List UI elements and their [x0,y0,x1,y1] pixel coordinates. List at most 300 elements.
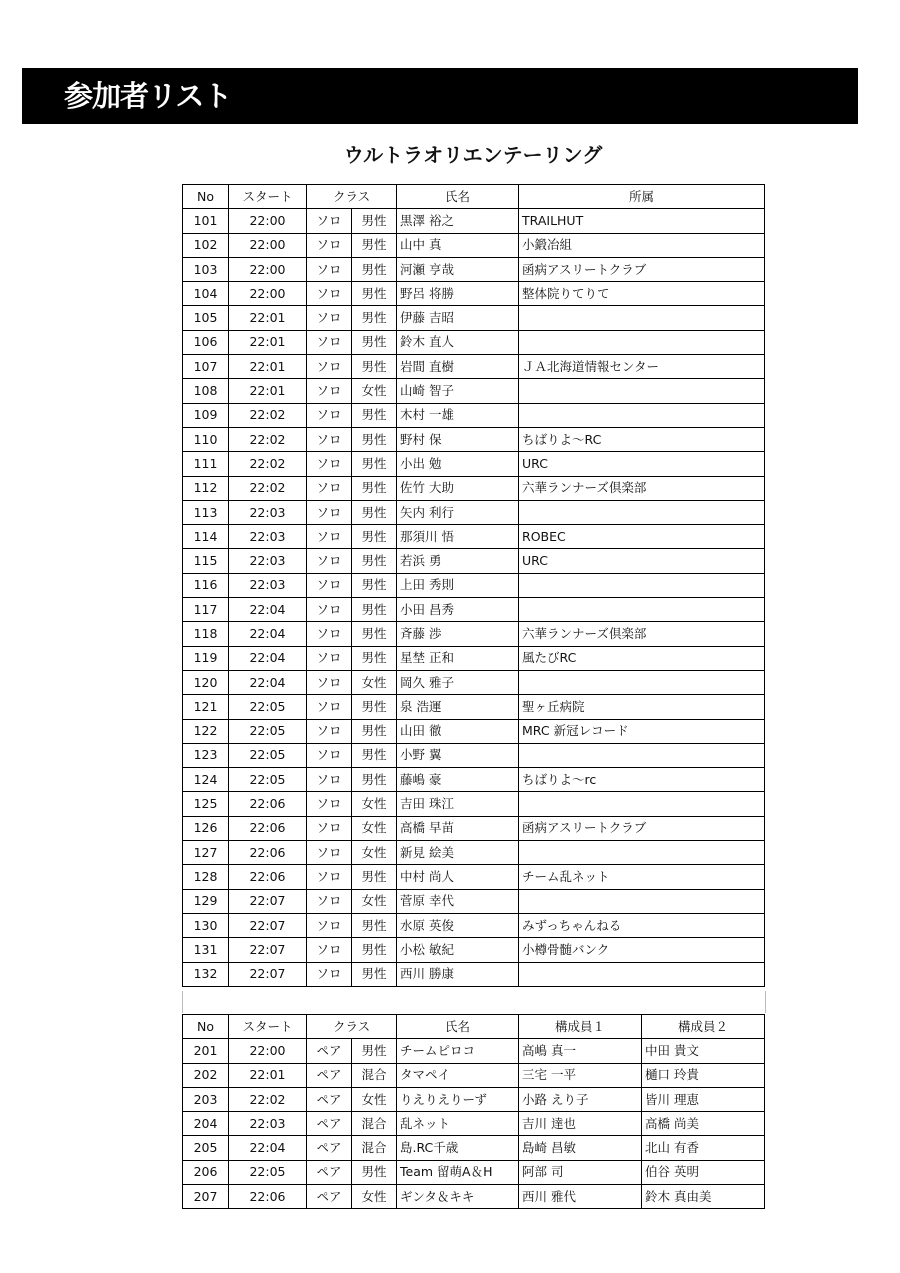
cell-affiliation [519,403,765,427]
page-title: 参加者リスト [64,79,232,113]
cell-class: ソロ [307,306,352,330]
cell-no: 114 [183,525,229,549]
table-row [183,792,765,816]
table-row [183,476,765,500]
cell-no: 113 [183,500,229,524]
cell-no: 118 [183,622,229,646]
table-row [183,719,765,743]
cell-member1: 高嶋 真一 [519,1039,642,1063]
cell-start-time: 22:01 [229,306,307,330]
cell-class: ソロ [307,573,352,597]
header-start: スタート [229,185,307,209]
cell-class: ペア [307,1112,352,1136]
cell-member2: 樋口 玲貴 [642,1063,765,1087]
cell-no: 203 [183,1087,229,1111]
header-name: 氏名 [397,185,519,209]
cell-member2: 鈴木 真由美 [642,1185,765,1209]
cell-start-time: 22:04 [229,646,307,670]
cell-class: ソロ [307,598,352,622]
cell-name: 山田 徹 [397,719,519,743]
cell-team-name: りえりえりーず [397,1087,519,1111]
cell-member1: 阿部 司 [519,1160,642,1184]
cell-category: 男性 [352,1039,397,1063]
cell-name: 斉藤 渉 [397,622,519,646]
table-row [183,743,765,767]
cell-affiliation: 小鍛冶組 [519,233,765,257]
cell-no: 201 [183,1039,229,1063]
cell-affiliation: チーム乱ネット [519,865,765,889]
table-row [183,816,765,840]
cell-class: ソロ [307,695,352,719]
cell-category: 男性 [352,913,397,937]
cell-start-time: 22:04 [229,1136,307,1160]
cell-no: 120 [183,670,229,694]
cell-name: 若浜 勇 [397,549,519,573]
table-row [183,330,765,354]
table-row [183,768,765,792]
cell-name: 岡久 雅子 [397,670,519,694]
cell-no: 126 [183,816,229,840]
cell-name: 菅原 幸代 [397,889,519,913]
header-member1: 構成員１ [519,1015,642,1039]
cell-start-time: 22:04 [229,670,307,694]
cell-no: 111 [183,452,229,476]
table-row [183,1087,765,1111]
header-name: 氏名 [397,1015,519,1039]
cell-class: ソロ [307,282,352,306]
table-row [183,209,765,233]
cell-start-time: 22:06 [229,865,307,889]
cell-no: 107 [183,355,229,379]
cell-category: 男性 [352,768,397,792]
cell-class: ソロ [307,330,352,354]
cell-no: 124 [183,768,229,792]
table-row [183,1136,765,1160]
cell-category: 男性 [352,403,397,427]
cell-category: 女性 [352,670,397,694]
cell-affiliation: URC [519,549,765,573]
cell-no: 130 [183,913,229,937]
cell-start-time: 22:06 [229,1185,307,1209]
cell-affiliation [519,792,765,816]
cell-name: 岩間 直樹 [397,355,519,379]
cell-no: 131 [183,938,229,962]
cell-no: 105 [183,306,229,330]
table-row [183,1063,765,1087]
cell-no: 202 [183,1063,229,1087]
cell-member1: 三宅 一平 [519,1063,642,1087]
cell-category: 女性 [352,816,397,840]
cell-no: 101 [183,209,229,233]
cell-category: 男性 [352,427,397,451]
cell-start-time: 22:05 [229,743,307,767]
cell-start-time: 22:06 [229,816,307,840]
table-row [183,622,765,646]
cell-no: 123 [183,743,229,767]
cell-name: 高橋 早苗 [397,816,519,840]
cell-class: ソロ [307,622,352,646]
cell-member2: 皆川 理恵 [642,1087,765,1111]
cell-no: 129 [183,889,229,913]
table-row [183,549,765,573]
cell-affiliation: URC [519,452,765,476]
cell-no: 117 [183,598,229,622]
cell-start-time: 22:00 [229,209,307,233]
cell-category: 男性 [352,719,397,743]
header-no: No [183,185,229,209]
cell-affiliation: ちばりよ～rc [519,768,765,792]
cell-category: 男性 [352,452,397,476]
table-row [183,695,765,719]
table-row [183,525,765,549]
cell-class: ペア [307,1136,352,1160]
cell-team-name: 島.RC千歳 [397,1136,519,1160]
cell-team-name: Team 留萌A＆H [397,1160,519,1184]
cell-no: 116 [183,573,229,597]
table-row [183,646,765,670]
cell-no: 207 [183,1185,229,1209]
cell-start-time: 22:07 [229,938,307,962]
cell-category: 女性 [352,1185,397,1209]
cell-class: ペア [307,1087,352,1111]
cell-team-name: 乱ネット [397,1112,519,1136]
header-affiliation: 所属 [519,185,765,209]
header-class: クラス [307,185,397,209]
cell-affiliation: ＪＡ北海道情報センター [519,355,765,379]
cell-team-name: ギンタ＆キキ [397,1185,519,1209]
cell-class: ソロ [307,476,352,500]
cell-no: 205 [183,1136,229,1160]
cell-member1: 吉川 達也 [519,1112,642,1136]
table-row [183,573,765,597]
cell-class: ソロ [307,865,352,889]
cell-category: 男性 [352,865,397,889]
cell-start-time: 22:07 [229,913,307,937]
cell-category: 男性 [352,525,397,549]
cell-affiliation: 風たびRC [519,646,765,670]
cell-name: 新見 絵美 [397,841,519,865]
cell-name: 西川 勝康 [397,962,519,986]
table-row [183,233,765,257]
pair-table-body [183,1039,765,1209]
cell-start-time: 22:02 [229,427,307,451]
cell-category: 男性 [352,622,397,646]
cell-affiliation [519,670,765,694]
cell-start-time: 22:07 [229,889,307,913]
cell-name: 中村 尚人 [397,865,519,889]
cell-start-time: 22:02 [229,403,307,427]
cell-name: 星埜 正和 [397,646,519,670]
cell-name: 佐竹 大助 [397,476,519,500]
header-class: クラス [307,1015,397,1039]
cell-category: 女性 [352,1087,397,1111]
cell-affiliation: みずっちゃんねる [519,913,765,937]
cell-start-time: 22:04 [229,598,307,622]
cell-category: 男性 [352,209,397,233]
table-row [183,355,765,379]
cell-start-time: 22:04 [229,622,307,646]
cell-no: 132 [183,962,229,986]
cell-name: 吉田 珠江 [397,792,519,816]
cell-affiliation [519,962,765,986]
cell-member2: 北山 有香 [642,1136,765,1160]
table-row [183,306,765,330]
cell-member1: 島崎 昌敏 [519,1136,642,1160]
table-row [183,257,765,281]
cell-start-time: 22:06 [229,792,307,816]
header-member2: 構成員２ [642,1015,765,1039]
table-row [183,1039,765,1063]
cell-name: 小松 敏紀 [397,938,519,962]
pair-participants-table [182,1014,765,1209]
header-no: No [183,1015,229,1039]
cell-start-time: 22:03 [229,500,307,524]
cell-no: 102 [183,233,229,257]
table-row [183,889,765,913]
cell-start-time: 22:03 [229,1112,307,1136]
cell-start-time: 22:01 [229,379,307,403]
cell-name: 小田 昌秀 [397,598,519,622]
table-row [183,841,765,865]
cell-no: 108 [183,379,229,403]
cell-start-time: 22:03 [229,573,307,597]
cell-category: 男性 [352,306,397,330]
cell-class: ソロ [307,962,352,986]
cell-class: ソロ [307,233,352,257]
cell-category: 混合 [352,1112,397,1136]
table-row [183,403,765,427]
cell-affiliation: 六華ランナーズ倶楽部 [519,622,765,646]
table-row [183,1112,765,1136]
cell-no: 128 [183,865,229,889]
cell-category: 男性 [352,938,397,962]
cell-class: ソロ [307,816,352,840]
cell-start-time: 22:01 [229,1063,307,1087]
cell-no: 121 [183,695,229,719]
cell-affiliation: 六華ランナーズ倶楽部 [519,476,765,500]
cell-class: ペア [307,1063,352,1087]
cell-class: ペア [307,1160,352,1184]
cell-affiliation: ROBEC [519,525,765,549]
solo-table-body [183,209,765,987]
cell-no: 122 [183,719,229,743]
cell-affiliation [519,841,765,865]
cell-class: ソロ [307,525,352,549]
cell-start-time: 22:02 [229,452,307,476]
cell-class: ソロ [307,549,352,573]
cell-category: 男性 [352,257,397,281]
cell-no: 115 [183,549,229,573]
cell-member1: 小路 えり子 [519,1087,642,1111]
table-row [183,1185,765,1209]
cell-class: ペア [307,1185,352,1209]
cell-no: 127 [183,841,229,865]
cell-name: 矢内 利行 [397,500,519,524]
cell-team-name: タマペイ [397,1063,519,1087]
table-row [183,379,765,403]
table-row [183,282,765,306]
header-start: スタート [229,1015,307,1039]
cell-category: 女性 [352,841,397,865]
cell-start-time: 22:02 [229,476,307,500]
cell-class: ソロ [307,719,352,743]
cell-start-time: 22:01 [229,330,307,354]
cell-class: ソロ [307,913,352,937]
cell-start-time: 22:05 [229,695,307,719]
cell-category: 男性 [352,962,397,986]
cell-category: 男性 [352,500,397,524]
cell-name: 上田 秀則 [397,573,519,597]
table-header-row [183,1015,765,1039]
cell-affiliation: ちばりよ～RC [519,427,765,451]
cell-affiliation: 函病アスリートクラブ [519,257,765,281]
cell-name: 鈴木 直人 [397,330,519,354]
cell-start-time: 22:06 [229,841,307,865]
cell-category: 男性 [352,695,397,719]
cell-no: 206 [183,1160,229,1184]
cell-category: 男性 [352,598,397,622]
cell-start-time: 22:05 [229,1160,307,1184]
cell-class: ソロ [307,452,352,476]
table-gap [182,991,766,1013]
table-row [183,865,765,889]
cell-affiliation: 函病アスリートクラブ [519,816,765,840]
cell-affiliation: 聖ヶ丘病院 [519,695,765,719]
cell-class: ソロ [307,646,352,670]
cell-affiliation [519,330,765,354]
cell-name: 野村 保 [397,427,519,451]
cell-class: ソロ [307,379,352,403]
cell-name: 伊藤 吉昭 [397,306,519,330]
solo-participants-table [182,184,765,987]
cell-member2: 伯谷 英明 [642,1160,765,1184]
cell-start-time: 22:00 [229,233,307,257]
cell-affiliation [519,743,765,767]
cell-affiliation [519,889,765,913]
cell-affiliation: 整体院りてりて [519,282,765,306]
cell-name: 河瀬 亨哉 [397,257,519,281]
cell-start-time: 22:05 [229,719,307,743]
cell-class: ソロ [307,670,352,694]
cell-category: 女性 [352,379,397,403]
cell-team-name: チームピロコ [397,1039,519,1063]
cell-category: 男性 [352,233,397,257]
cell-start-time: 22:01 [229,355,307,379]
cell-no: 119 [183,646,229,670]
cell-class: ソロ [307,427,352,451]
cell-name: 木村 一雄 [397,403,519,427]
cell-class: ソロ [307,403,352,427]
cell-category: 男性 [352,282,397,306]
cell-class: ソロ [307,841,352,865]
table-row [183,452,765,476]
table-row [183,938,765,962]
table-row [183,962,765,986]
cell-category: 男性 [352,355,397,379]
cell-member2: 高橋 尚美 [642,1112,765,1136]
cell-category: 男性 [352,476,397,500]
cell-no: 110 [183,427,229,451]
table-row [183,427,765,451]
cell-affiliation [519,500,765,524]
cell-category: 混合 [352,1136,397,1160]
cell-affiliation [519,379,765,403]
cell-affiliation: TRAILHUT [519,209,765,233]
cell-category: 男性 [352,330,397,354]
cell-member2: 中田 貴文 [642,1039,765,1063]
cell-name: 小出 勉 [397,452,519,476]
cell-no: 109 [183,403,229,427]
table-row [183,913,765,937]
cell-start-time: 22:02 [229,1087,307,1111]
cell-start-time: 22:00 [229,282,307,306]
cell-class: ペア [307,1039,352,1063]
cell-name: 黒澤 裕之 [397,209,519,233]
cell-category: 男性 [352,1160,397,1184]
cell-class: ソロ [307,500,352,524]
cell-no: 204 [183,1112,229,1136]
event-title: ウルトラオリエンテーリング [343,143,603,167]
cell-class: ソロ [307,257,352,281]
cell-name: 野呂 将勝 [397,282,519,306]
cell-class: ソロ [307,889,352,913]
cell-category: 女性 [352,792,397,816]
cell-affiliation [519,598,765,622]
cell-no: 104 [183,282,229,306]
cell-class: ソロ [307,355,352,379]
cell-start-time: 22:05 [229,768,307,792]
cell-no: 106 [183,330,229,354]
cell-name: 水原 英俊 [397,913,519,937]
cell-no: 125 [183,792,229,816]
cell-start-time: 22:07 [229,962,307,986]
cell-class: ソロ [307,938,352,962]
cell-category: 男性 [352,646,397,670]
cell-no: 112 [183,476,229,500]
cell-start-time: 22:00 [229,257,307,281]
cell-category: 男性 [352,549,397,573]
cell-class: ソロ [307,792,352,816]
cell-class: ソロ [307,743,352,767]
cell-name: 那須川 悟 [397,525,519,549]
table-row [183,598,765,622]
cell-category: 女性 [352,889,397,913]
cell-member1: 西川 雅代 [519,1185,642,1209]
cell-no: 103 [183,257,229,281]
cell-category: 男性 [352,743,397,767]
cell-name: 泉 浩運 [397,695,519,719]
cell-name: 山中 真 [397,233,519,257]
cell-class: ソロ [307,768,352,792]
cell-affiliation: 小樽骨髄バンク [519,938,765,962]
cell-category: 男性 [352,573,397,597]
table-header-row [183,185,765,209]
cell-affiliation [519,306,765,330]
cell-affiliation [519,573,765,597]
table-row [183,500,765,524]
table-row [183,670,765,694]
cell-name: 小野 翼 [397,743,519,767]
table-row [183,1160,765,1184]
cell-start-time: 22:00 [229,1039,307,1063]
cell-start-time: 22:03 [229,525,307,549]
cell-class: ソロ [307,209,352,233]
cell-name: 藤嶋 豪 [397,768,519,792]
cell-category: 混合 [352,1063,397,1087]
cell-affiliation: MRC 新冠レコード [519,719,765,743]
header-banner [22,68,858,124]
cell-name: 山崎 智子 [397,379,519,403]
